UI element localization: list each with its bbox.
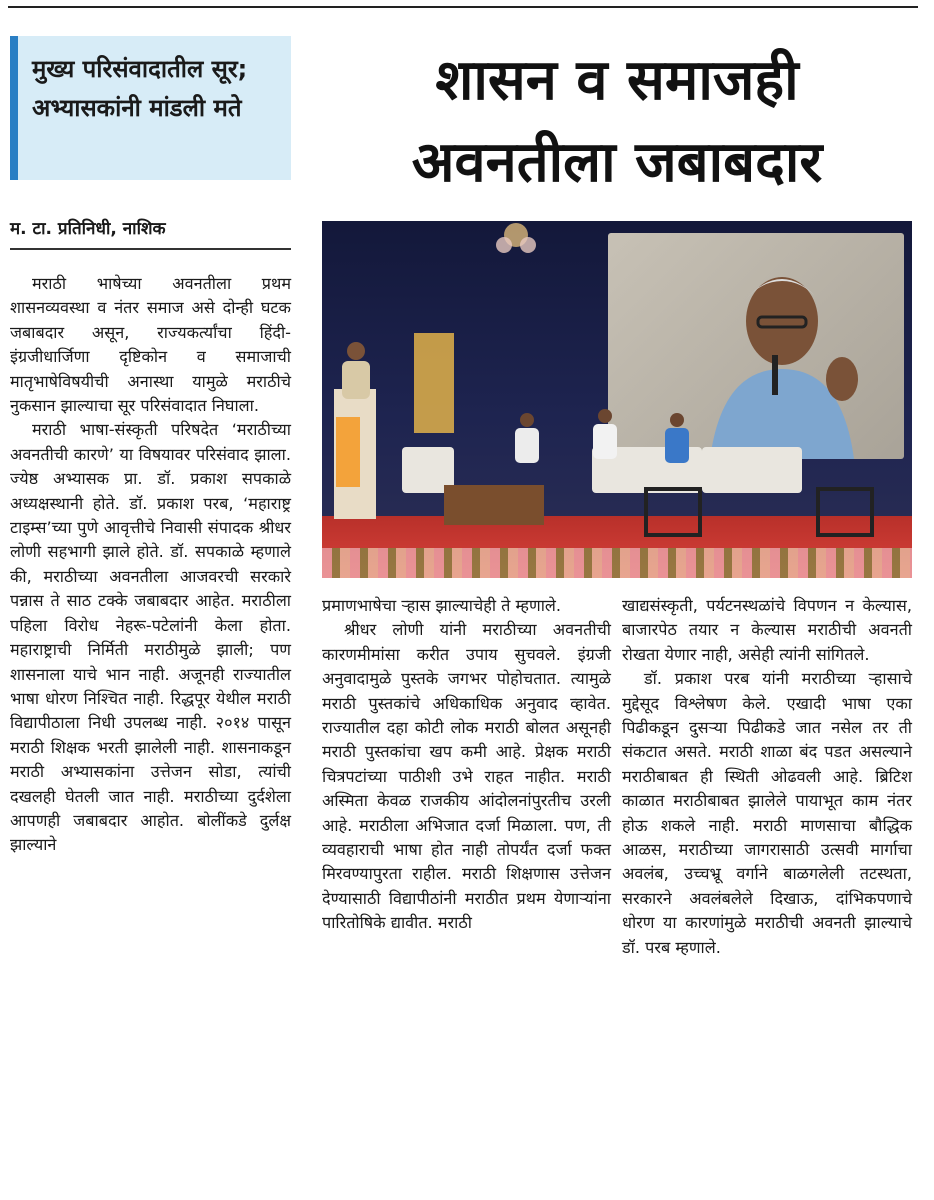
- side-table: [816, 487, 874, 537]
- headline-line-2: अवनतीला जबाबदार: [411, 130, 823, 195]
- headline: [322, 40, 912, 204]
- podium-logo: [336, 417, 360, 487]
- column-2: [322, 594, 611, 936]
- headline-line-1: शासन व समाजही: [435, 48, 799, 113]
- column-3: [622, 594, 912, 960]
- backdrop-panel: [414, 333, 454, 433]
- stage-chair: [702, 447, 802, 493]
- paragraph: मराठी भाषेच्या अवनतीला प्रथम शासनव्यवस्था व नंतर समाज असे दोन्ही घटक जबाबदार असून, राज्यकर्त्यांचा हिंदी-इंग्रजीधार्जिणा दृष्टिकोन व समाजाची मातृभाषेविषयीची अनास्था यामुळे मराठीचे नुकसान झाल्याचा सूर परिसंवादात निघाला.: [10, 274, 291, 416]
- paragraph: डॉ. प्रकाश परब यांनी मराठीच्या ऱ्हासाचे मुद्देसूद विश्लेषण केले. एखादी भाषा एका पिढीकडून दुसऱ्या पिढीकडे जात नसेल तर ती संकटात असते. मराठी शाळा बंद पडत असल्याने मराठीबाबत ही स्थिती ओढवली आहे. ब्रिटिश काळात मराठीबाबत झालेले पायाभूत काम नंतर होऊ शकले नाही. मराठी माणसाचा बौद्धिक आळस, मराठीच्या जागरासाठी उत्सवी मार्गाचा अवलंब, उच्चभ्रू वर्गाने बाळगलेली तटस्थता, सरकारने अवलंबलेले दिखाऊ, दांभिकपणाचे धोरण या कारणांमुळे मराठीची अवनती झाल्याचे डॉ. परब म्हणाले.: [622, 669, 912, 957]
- paragraph: मराठी भाषा-संस्कृती परिषदेत ‘मराठीच्या अवनतीची कारणे’ या विषयावर परिसंवाद झाला. ज्येष्ठ अभ्यासक प्रा. डॉ. प्रकाश सपकाळे अध्यक्षस्थानी होते. डॉ. प्रकाश परब, ‘महाराष्ट्र टाइम्स’च्या पुणे आवृत्तीचे निवासी संपादक श्रीधर लोणी सहभागी झाले होते. डॉ. सपकाळे म्हणाले की, मराठीच्या अवनतीला आजवरची सरकारे पन्नास ते साठ टक्के जबाबदार आहेत. मराठीला पहिला विरोध नेहरू-पटेलांनी केला होता. महाराष्ट्राची निर्मिती मराठीमुळे झाली; पण शासनाला याचे भान नाही. अजूनही राज्यातील भाषा धोरण निश्चित नाही. रिद्धपूर येथील मराठी विद्यापीठाला निधी उपलब्ध नाही. २०१४ पासून मराठी शिक्षक भरती झालेली नाही. शासनाकडून मराठी अभ्यासकांना उत्तेजन सोडा, त्यांची दखलही घेतली जात नाही. मराठीच्या दुर्दशेला आपणही जबाबदार आहोत. बोलींकडे दुर्लक्ष झाल्याने: [10, 420, 291, 855]
- flower-decor: [322, 548, 912, 578]
- column-1: [10, 272, 291, 858]
- side-table: [644, 487, 702, 537]
- paragraph: श्रीधर लोणी यांनी मराठीच्या अवनतीची कारणमीमांसा करीत उपाय सुचवले. इंग्रजी अनुवादामुळे पुस्तके जगभर पोहोचतात. त्यामुळे मराठी पुस्तकांचे अधिकाधिक अनुवाद व्हावेत. राज्यातील दहा कोटी लोक मराठी बोलत असूनही मराठी पुस्तकांचा खप कमी आहे. प्रेक्षक मराठी चित्रपटांच्या पाठीशी उभे राहत नाहीत. मराठी अस्मिता केवळ राजकीय आंदोलनांपुरतीच उरली आहे. मराठीला अभिजात दर्जा मिळाला. पण, ती व्यवहाराची भाषा होत नाही तोपर्यंत दर्जा फक्त मिरवण्यापुरता राहील. मराठी शिक्षणास उत्तेजन देण्यासाठी विद्यापीठांनी मराठीत प्रथम येणाऱ्यांना पारितोषिके द्यावीत. मराठी: [322, 620, 611, 933]
- podium-speaker-figure: [336, 339, 376, 399]
- event-photo: [322, 221, 912, 578]
- paragraph: खाद्यसंस्कृती, पर्यटनस्थळांचे विपणन न केल्यास, बाजारपेठ तयार न केल्यास मराठीची अवनती रोखता येणार नाही, असेही त्यांनी सांगितले.: [622, 596, 912, 664]
- paragraph: प्रमाणभाषेचा ऱ्हास झाल्याचेही ते म्हणाले.: [322, 596, 562, 615]
- chandelier-decor: [490, 221, 542, 261]
- top-rule: [8, 6, 918, 8]
- byline-rule: [10, 248, 291, 250]
- byline: म. टा. प्रतिनिधी, नाशिक: [10, 219, 166, 239]
- panelist-figure: [590, 407, 620, 459]
- center-table: [444, 485, 544, 525]
- kicker-text: मुख्य परिसंवादातील सूर; अभ्यासकांनी मांडली मते: [32, 55, 248, 122]
- panelist-figure: [662, 411, 692, 463]
- kicker-box: [10, 36, 291, 180]
- panelist-figure: [512, 411, 542, 463]
- speaker-closeup-figure: [702, 259, 862, 459]
